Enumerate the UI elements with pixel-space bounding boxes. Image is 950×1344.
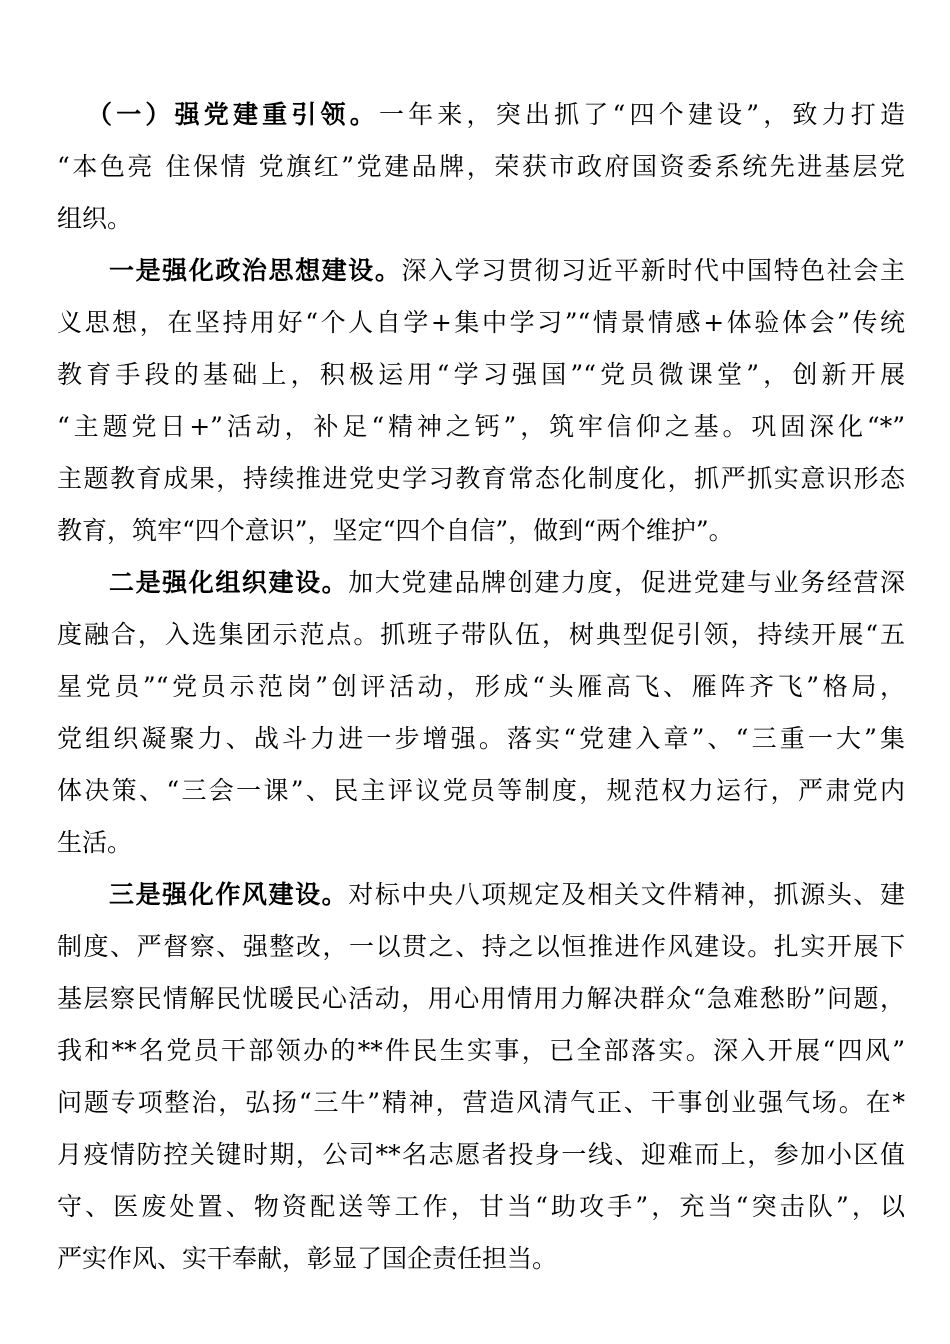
- line-text: 生活。: [57, 828, 133, 857]
- line-text: 教育，筑牢“四个意识”，坚定“四个自信”，做到“两个维护”。: [57, 516, 734, 545]
- text-line: [57, 719, 905, 771]
- line-text: 义思想，在坚持用好“个人自学+集中学习”“情景情感+体验体会”传统: [57, 308, 905, 337]
- line-text: 我和**名党员干部领办的**件民生实事，已全部落实。深入开展“四风”: [57, 1036, 905, 1065]
- line-text: 体决策、“三会一课”、民主评议党员等制度，规范权力运行，严肃党内: [57, 776, 905, 805]
- text-line: [57, 407, 905, 459]
- text-line: [57, 147, 905, 199]
- line-text: “主题党日+”活动，补足“精神之钙”，筑牢信仰之基。巩固深化“*”: [57, 412, 905, 441]
- text-line: [57, 771, 905, 823]
- text-line: [57, 615, 905, 667]
- line-text: 度融合，入选集团示范点。抓班子带队伍，树典型促引领，持续开展“五: [57, 620, 905, 649]
- text-line: [57, 1239, 905, 1291]
- text-line: [57, 303, 905, 355]
- line-text: 星党员”“党员示范岗”创评活动，形成“头雁高飞、雁阵齐飞”格局，: [57, 672, 905, 701]
- line-text: 问题专项整治，弘扬“三牛”精神，营造风清气正、干事创业强气场。在*: [57, 1088, 905, 1117]
- text-line: [57, 95, 905, 147]
- paragraph: [57, 251, 905, 563]
- text-line: [57, 1135, 905, 1187]
- paragraph: [57, 875, 905, 1291]
- text-line: [57, 355, 905, 407]
- line-text: “本色亮 住保情 党旗红”党建品牌，荣获市政府国资委系统先进基层党: [57, 152, 905, 181]
- paragraph-heading: （一）强党建重引领。: [87, 100, 379, 129]
- text-line: [57, 511, 905, 563]
- text-line: [57, 563, 905, 615]
- line-text: 深入学习贯彻习近平新时代中国特色社会主: [401, 256, 905, 285]
- text-line: [57, 1187, 905, 1239]
- line-text: 守、医废处置、物资配送等工作，甘当“助攻手”，充当“突击队”，以: [57, 1192, 905, 1221]
- text-line: [57, 251, 905, 303]
- line-text: 月疫情防控关键时期，公司**名志愿者投身一线、迎难而上，参加小区值: [57, 1140, 905, 1169]
- line-text: 对标中央八项规定及相关文件精神，抓源头、建: [348, 880, 905, 909]
- text-line: [57, 1031, 905, 1083]
- text-line: [57, 875, 905, 927]
- line-text: 加大党建品牌创建力度，促进党建与业务经营深: [348, 568, 905, 597]
- line-text: 教育手段的基础上，积极运用“学习强国”“党员微课堂”，创新开展: [57, 360, 905, 389]
- line-text: 党组织凝聚力、战斗力进一步增强。落实“党建入章”、“三重一大”集: [57, 724, 905, 753]
- line-text: 制度、严督察、强整改，一以贯之、持之以恒推进作风建设。扎实开展下: [57, 932, 905, 961]
- paragraph-heading: 三是强化作风建设。: [109, 880, 349, 909]
- line-text: 一年来，突出抓了“四个建设”，致力打造: [378, 100, 905, 129]
- line-text: 组织。: [57, 204, 133, 233]
- text-line: [57, 459, 905, 511]
- text-line: [57, 1083, 905, 1135]
- line-text: 严实作风、实干奉献，彰显了国企责任担当。: [57, 1244, 558, 1273]
- paragraph: [57, 95, 905, 251]
- text-line: [57, 823, 905, 875]
- line-text: 主题教育成果，持续推进党史学习教育常态化制度化，抓严抓实意识形态: [57, 464, 905, 493]
- paragraph: [57, 563, 905, 875]
- line-text: 基层察民情解民忧暖民心活动，用心用情用力解决群众“急难愁盼”问题，: [57, 984, 905, 1013]
- document-body: [57, 95, 905, 1291]
- text-line: [57, 927, 905, 979]
- paragraph-heading: 二是强化组织建设。: [109, 568, 349, 597]
- paragraph-heading: 一是强化政治思想建设。: [109, 256, 402, 285]
- text-line: [57, 667, 905, 719]
- text-line: [57, 199, 905, 251]
- text-line: [57, 979, 905, 1031]
